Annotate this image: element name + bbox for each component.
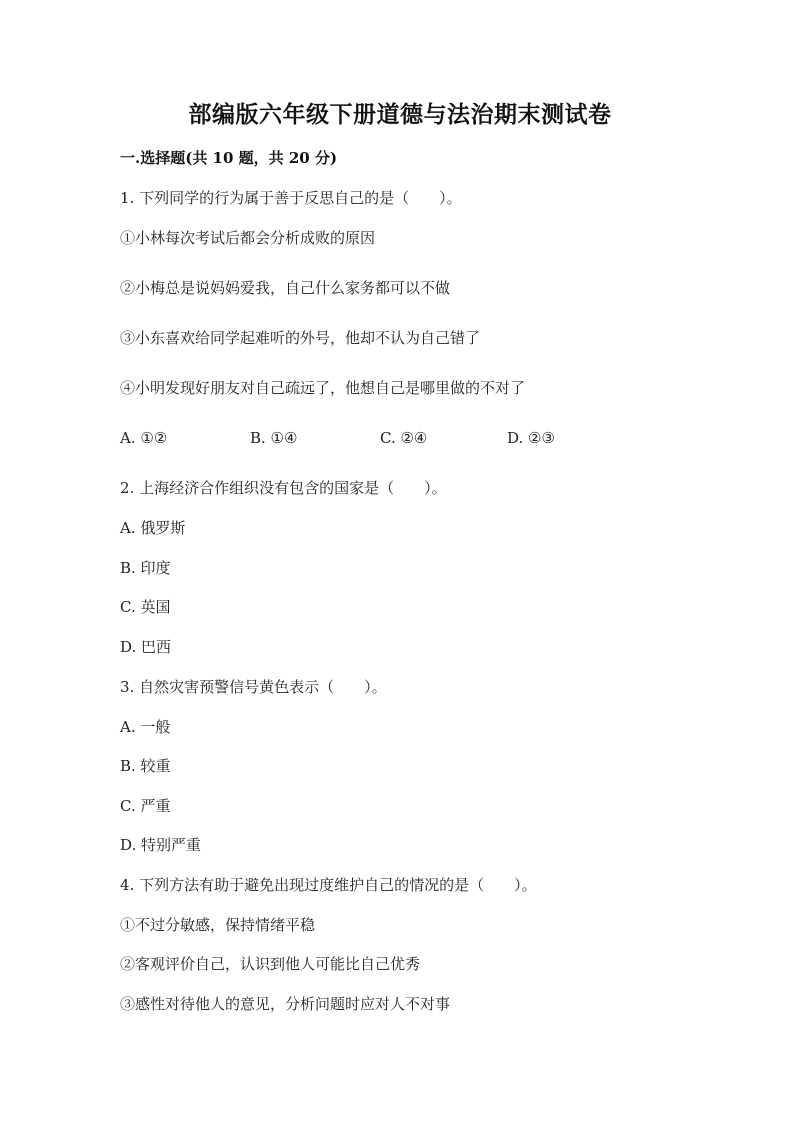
question-3-option-d: D. 特别严重: [120, 836, 202, 854]
page-title: 部编版六年级下册道德与法治期末测试卷: [188, 101, 612, 128]
question-2-option-b: B. 印度: [120, 559, 171, 577]
question-1-item: ③小东喜欢给同学起难听的外号，他却不认为自己错了: [120, 329, 481, 347]
option-d: D. ②③: [507, 429, 555, 447]
option-c: C. ②④: [380, 429, 428, 447]
question-2-option-d: D. 巴西: [120, 638, 172, 656]
question-1-item: ①小林每次考试后都会分析成败的原因: [120, 229, 376, 247]
question-3-option-a: A. 一般: [120, 718, 171, 736]
question-3-option-c: C. 严重: [120, 797, 171, 815]
question-4-stem: 4. 下列方法有助于避免出现过度维护自己的情况的是（ ）。: [120, 876, 537, 894]
question-2-option-a: A. 俄罗斯: [120, 519, 186, 537]
option-b: B. ①④: [250, 429, 298, 447]
section-heading: 一.选择题(共 10 题，共 20 分): [120, 149, 338, 167]
question-4-item: ②客观评价自己，认识到他人可能比自己优秀: [120, 955, 421, 973]
question-4-item: ③感性对待他人的意见，分析问题时应对人不对事: [120, 995, 451, 1013]
question-2-stem: 2. 上海经济合作组织没有包含的国家是（ ）。: [120, 479, 447, 497]
question-1-stem: 1. 下列同学的行为属于善于反思自己的是（ ）。: [120, 189, 462, 207]
question-3-stem: 3. 自然灾害预警信号黄色表示（ ）。: [120, 678, 387, 696]
question-1-item: ②小梅总是说妈妈爱我，自己什么家务都可以不做: [120, 279, 451, 297]
question-2-option-c: C. 英国: [120, 598, 171, 616]
question-3-option-b: B. 较重: [120, 757, 171, 775]
question-4-item: ①不过分敏感，保持情绪平稳: [120, 916, 316, 934]
option-a: A. ①②: [120, 429, 168, 447]
question-1-item: ④小明发现好朋友对自己疏远了，他想自己是哪里做的不对了: [120, 379, 526, 397]
